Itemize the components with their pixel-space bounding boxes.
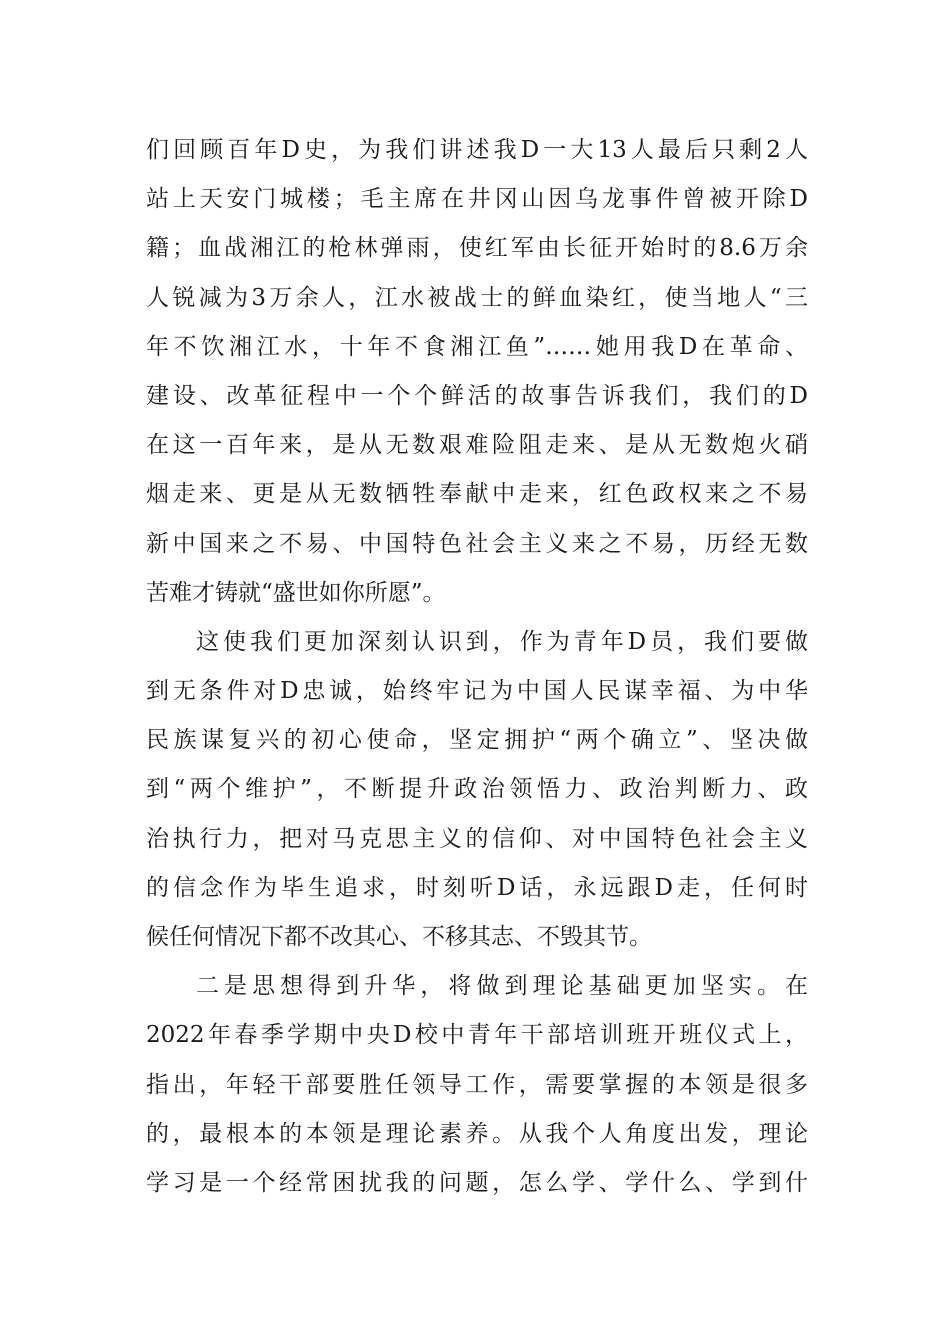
text-line: 们回顾百年D史，为我们讲述我D一大13人最后只剩2人: [146, 137, 808, 163]
document-body: [146, 126, 808, 1208]
text-line: 人锐减为3万余人，江水被战士的鲜血染红，使当地人“三: [146, 284, 808, 311]
text-line: 年不饮湘江水，十年不食湘江鱼”……她用我D在革命、: [146, 333, 808, 360]
text-line: 学习是一个经常困扰我的问题，怎么学、学什么、学到什: [146, 1169, 808, 1196]
text-line: 的，最根本的本领是理论素养。从我个人角度出发，理论: [146, 1120, 808, 1147]
text-line: 2022年春季学期中央D校中青年干部培训班开班仪式上，: [146, 1022, 808, 1049]
paragraph-end-line: 候任何情况下都不改其心、不移其志、不毁其节。: [146, 924, 652, 950]
text-line: 烟走来、更是从无数牺牲奉献中走来，红色政权来之不易: [146, 481, 808, 508]
text-line: 籍；血战湘江的枪林弹雨，使红军由长征开始时的8.6万余: [146, 235, 808, 262]
text-line: 在这一百年来，是从无数艰难险阻走来、是从无数炮火硝: [146, 432, 808, 459]
text-line: 到无条件对D忠诚，始终牢记为中国人民谋幸福、为中华: [146, 678, 808, 705]
text-line: 新中国来之不易、中国特色社会主义来之不易，历经无数: [146, 530, 808, 557]
text-line: 的信念作为毕生追求，时刻听D话，永远跟D走，任何时: [146, 874, 808, 901]
text-line: 治执行力，把对马克思主义的信仰、对中国特色社会主义: [146, 825, 808, 852]
text-line: 指出，年轻干部要胜任领导工作，需要掌握的本领是很多: [146, 1071, 808, 1098]
paragraph-start-line: 二是思想得到升华，将做到理论基础更加坚实。在: [196, 973, 808, 1000]
paragraph-end-line: 苦难才铸就“盛世如你所愿”。: [146, 579, 446, 606]
text-line: 建设、改革征程中一个个鲜活的故事告诉我们，我们的D: [146, 382, 808, 409]
text-line: 站上天安门城楼；毛主席在井冈山因乌龙事件曾被开除D: [146, 186, 808, 213]
paragraph-start-line: 这使我们更加深刻认识到，作为青年D员，我们要做: [196, 628, 808, 655]
text-line: 民族谋复兴的初心使命，坚定拥护“两个确立”、坚决做: [146, 727, 808, 754]
text-line: 到“两个维护”，不断提升政治领悟力、政治判断力、政: [146, 776, 808, 803]
